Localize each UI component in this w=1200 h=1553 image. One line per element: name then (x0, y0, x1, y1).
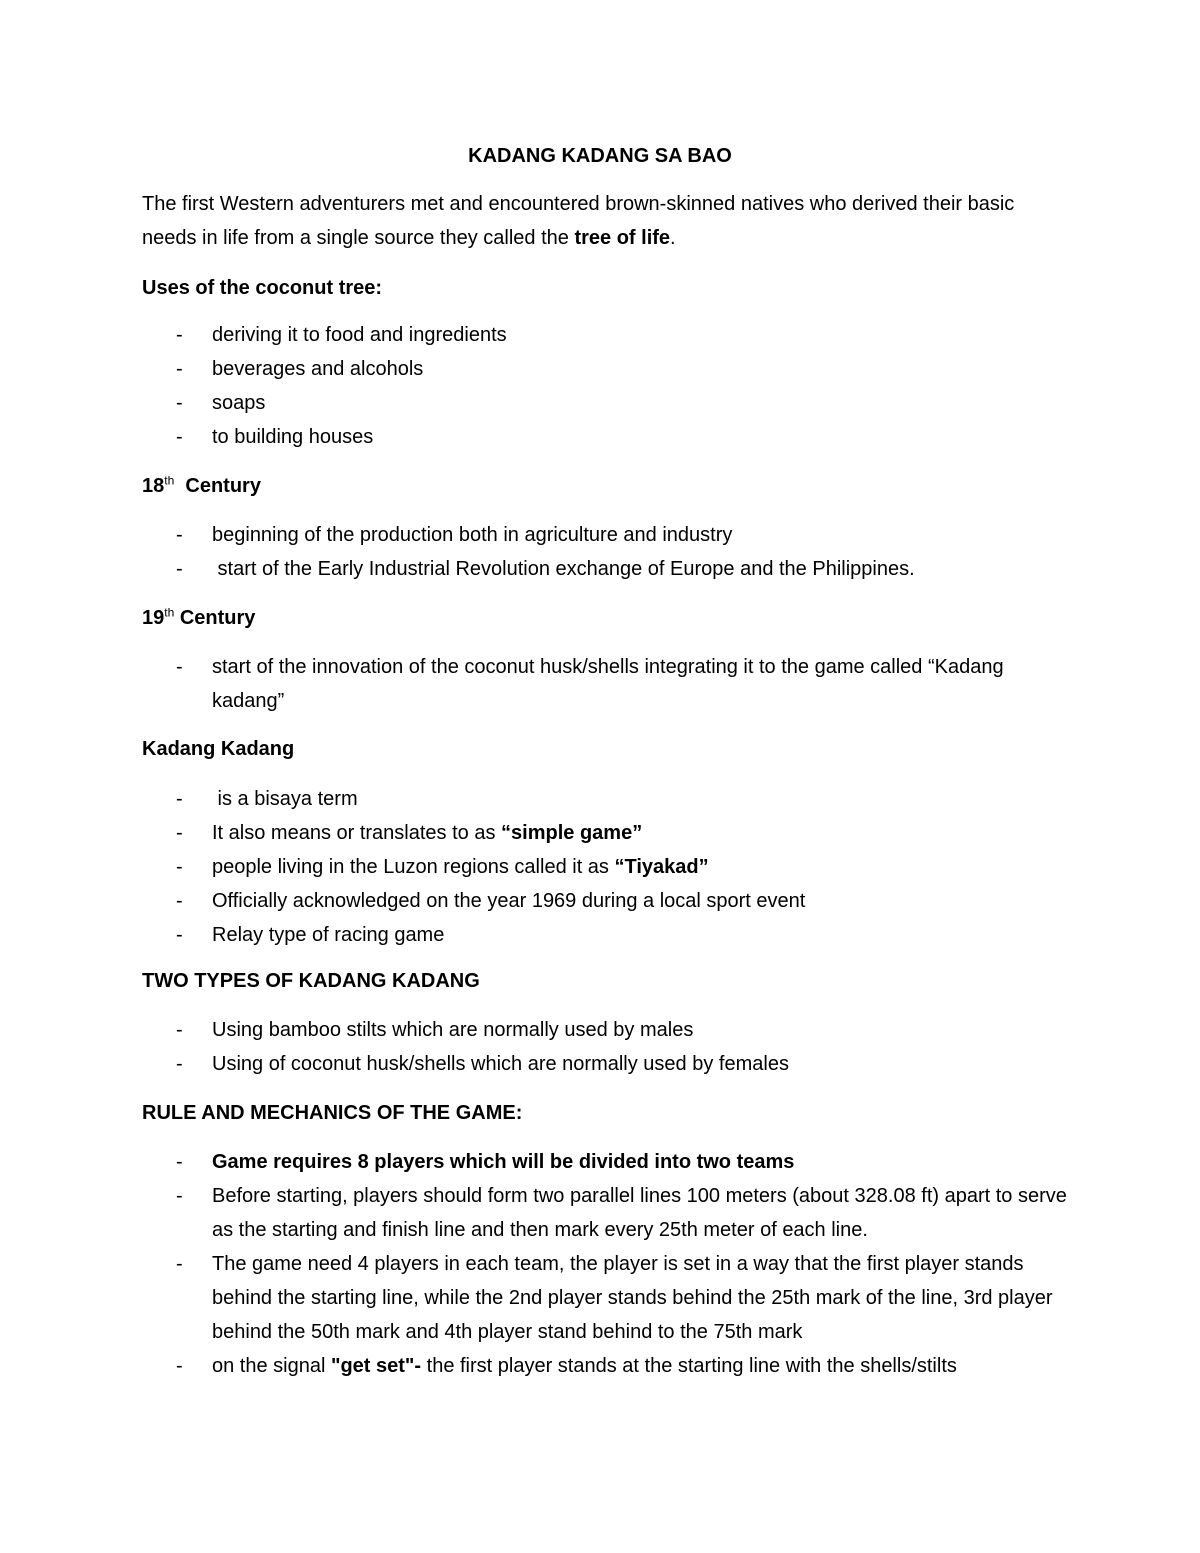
century18-list (142, 518, 1072, 586)
intro-bold-term: tree of life (574, 227, 671, 249)
intro-text: The first Western adventurers met and encountered brown-skinned natives who derived their basic needs in life from a single source they called the (142, 193, 1015, 249)
rules-heading: RULE AND MECHANICS OF THE GAME: (142, 1102, 523, 1124)
types-heading: TWO TYPES OF KADANG KADANG (142, 970, 480, 992)
list-item: - It also means or translates to as “simple game” (176, 822, 643, 844)
list-item: - deriving it to food and ingredients (176, 324, 507, 346)
intro-end: . (670, 227, 676, 249)
list-item: - Game requires 8 players which will be divided into two teams (176, 1151, 795, 1173)
list-item: - Using of coconut husk/shells which are normally used by females (176, 1053, 789, 1075)
list-item: - Using bamboo stilts which are normally used by males (176, 1019, 694, 1041)
document-title: KADANG KADANG SA BAO (468, 145, 732, 167)
list-item: - Officially acknowledged on the year 1969 during a local sport event (176, 890, 806, 912)
list-item: - soaps (176, 392, 266, 414)
list-item: - The game need 4 players in each team, the player is set in a way that the first player stands behind the starting line, while the 2nd player stands behind the 25th mark of the line, 3rd player behind the 50th mark and 4th player stand behind to the 75th mark (176, 1253, 1053, 1343)
list-item: - to building houses (176, 426, 374, 448)
kadang-list (142, 782, 1072, 952)
list-item: - is a bisaya term (176, 788, 358, 810)
list-item: - start of the innovation of the coconut husk/shells integrating it to the game called “Kadang kadang” (176, 656, 1004, 712)
century19-list (142, 650, 1072, 718)
list-item: - beverages and alcohols (176, 358, 424, 380)
intro-paragraph (142, 187, 1062, 255)
list-item: - Before starting, players should form two parallel lines 100 meters (about 328.08 ft) apart to serve as the starting and finish line and then mark every 25th meter of each line. (176, 1185, 1067, 1241)
list-item: - on the signal "get set"- the first player stands at the starting line with the shells/stilts (176, 1355, 957, 1377)
century19-heading: 19th Century (142, 605, 256, 629)
list-item: - Relay type of racing game (176, 924, 445, 946)
list-item: - start of the Early Industrial Revolution exchange of Europe and the Philippines. (176, 558, 915, 580)
uses-list (142, 318, 1072, 454)
kadang-heading: Kadang Kadang (142, 738, 295, 760)
list-item: - people living in the Luzon regions called it as “Tiyakad” (176, 856, 709, 878)
types-list (142, 1013, 1072, 1081)
list-item: - beginning of the production both in agriculture and industry (176, 524, 733, 546)
uses-heading: Uses of the coconut tree: (142, 277, 383, 299)
rules-list (142, 1145, 1072, 1383)
century18-heading: 18th Century (142, 473, 261, 497)
